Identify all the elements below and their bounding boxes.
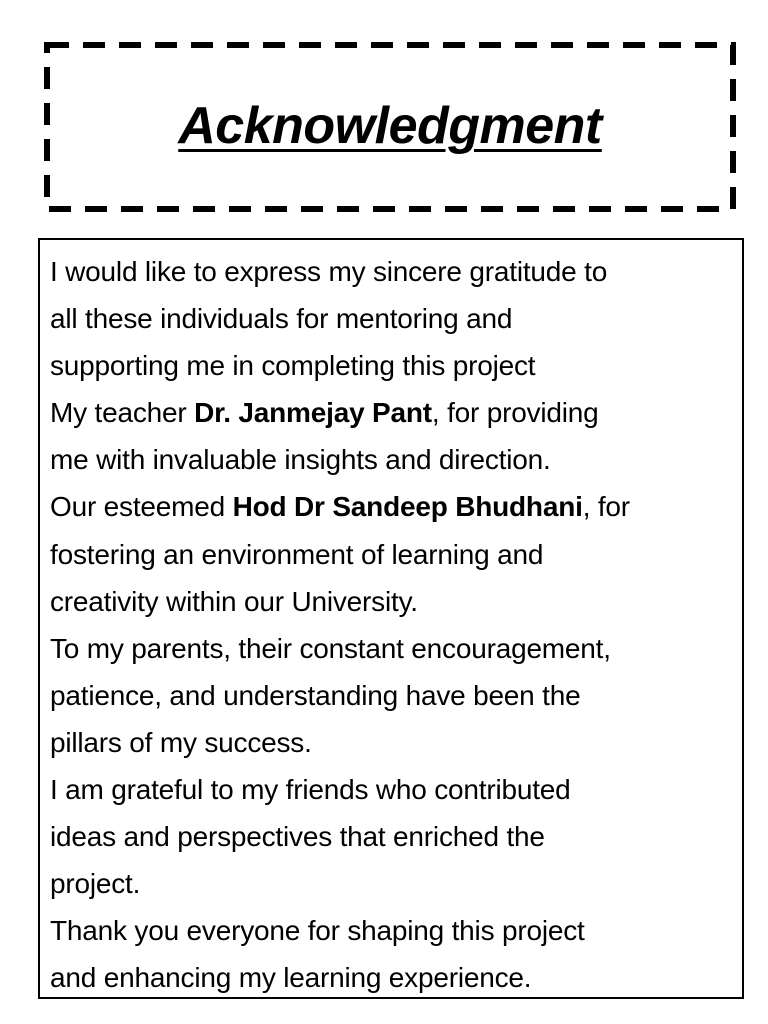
- text-line: supporting me in completing this project: [50, 350, 536, 382]
- text-line: project.: [50, 868, 141, 900]
- text-line: fostering an environment of learning and: [50, 538, 544, 570]
- text-line: To my parents, their constant encouragement,: [50, 632, 611, 664]
- text-line: patience, and understanding have been the: [50, 679, 581, 711]
- teacher-line: [50, 389, 732, 436]
- hod-line: [50, 483, 732, 530]
- text-segment: Our esteemed: [50, 491, 233, 523]
- text-line: I am grateful to my friends who contributed: [50, 774, 571, 806]
- page-title: Acknowledgment: [178, 97, 602, 155]
- text-line: creativity within our University.: [50, 585, 418, 617]
- text-line: all these individuals for mentoring and: [50, 303, 513, 335]
- text-line: and enhancing my learning experience.: [50, 962, 532, 994]
- text-line: Thank you everyone for shaping this project: [50, 915, 585, 947]
- text-line: pillars of my success.: [50, 726, 312, 758]
- teacher-name: Dr. Janmejay Pant: [194, 397, 432, 429]
- text-line: ideas and perspectives that enriched the: [50, 821, 545, 853]
- text-segment: , for: [582, 491, 630, 523]
- title-frame: [44, 42, 736, 212]
- text-line: I would like to express my sincere gratitude to: [50, 256, 608, 287]
- text-segment: My teacher: [50, 397, 195, 429]
- acknowledgment-body: [38, 238, 744, 999]
- text-segment: , for providing: [431, 397, 599, 429]
- text-line: me with invaluable insights and direction.: [50, 444, 551, 476]
- hod-name: Hod Dr Sandeep Bhudhani: [232, 491, 583, 523]
